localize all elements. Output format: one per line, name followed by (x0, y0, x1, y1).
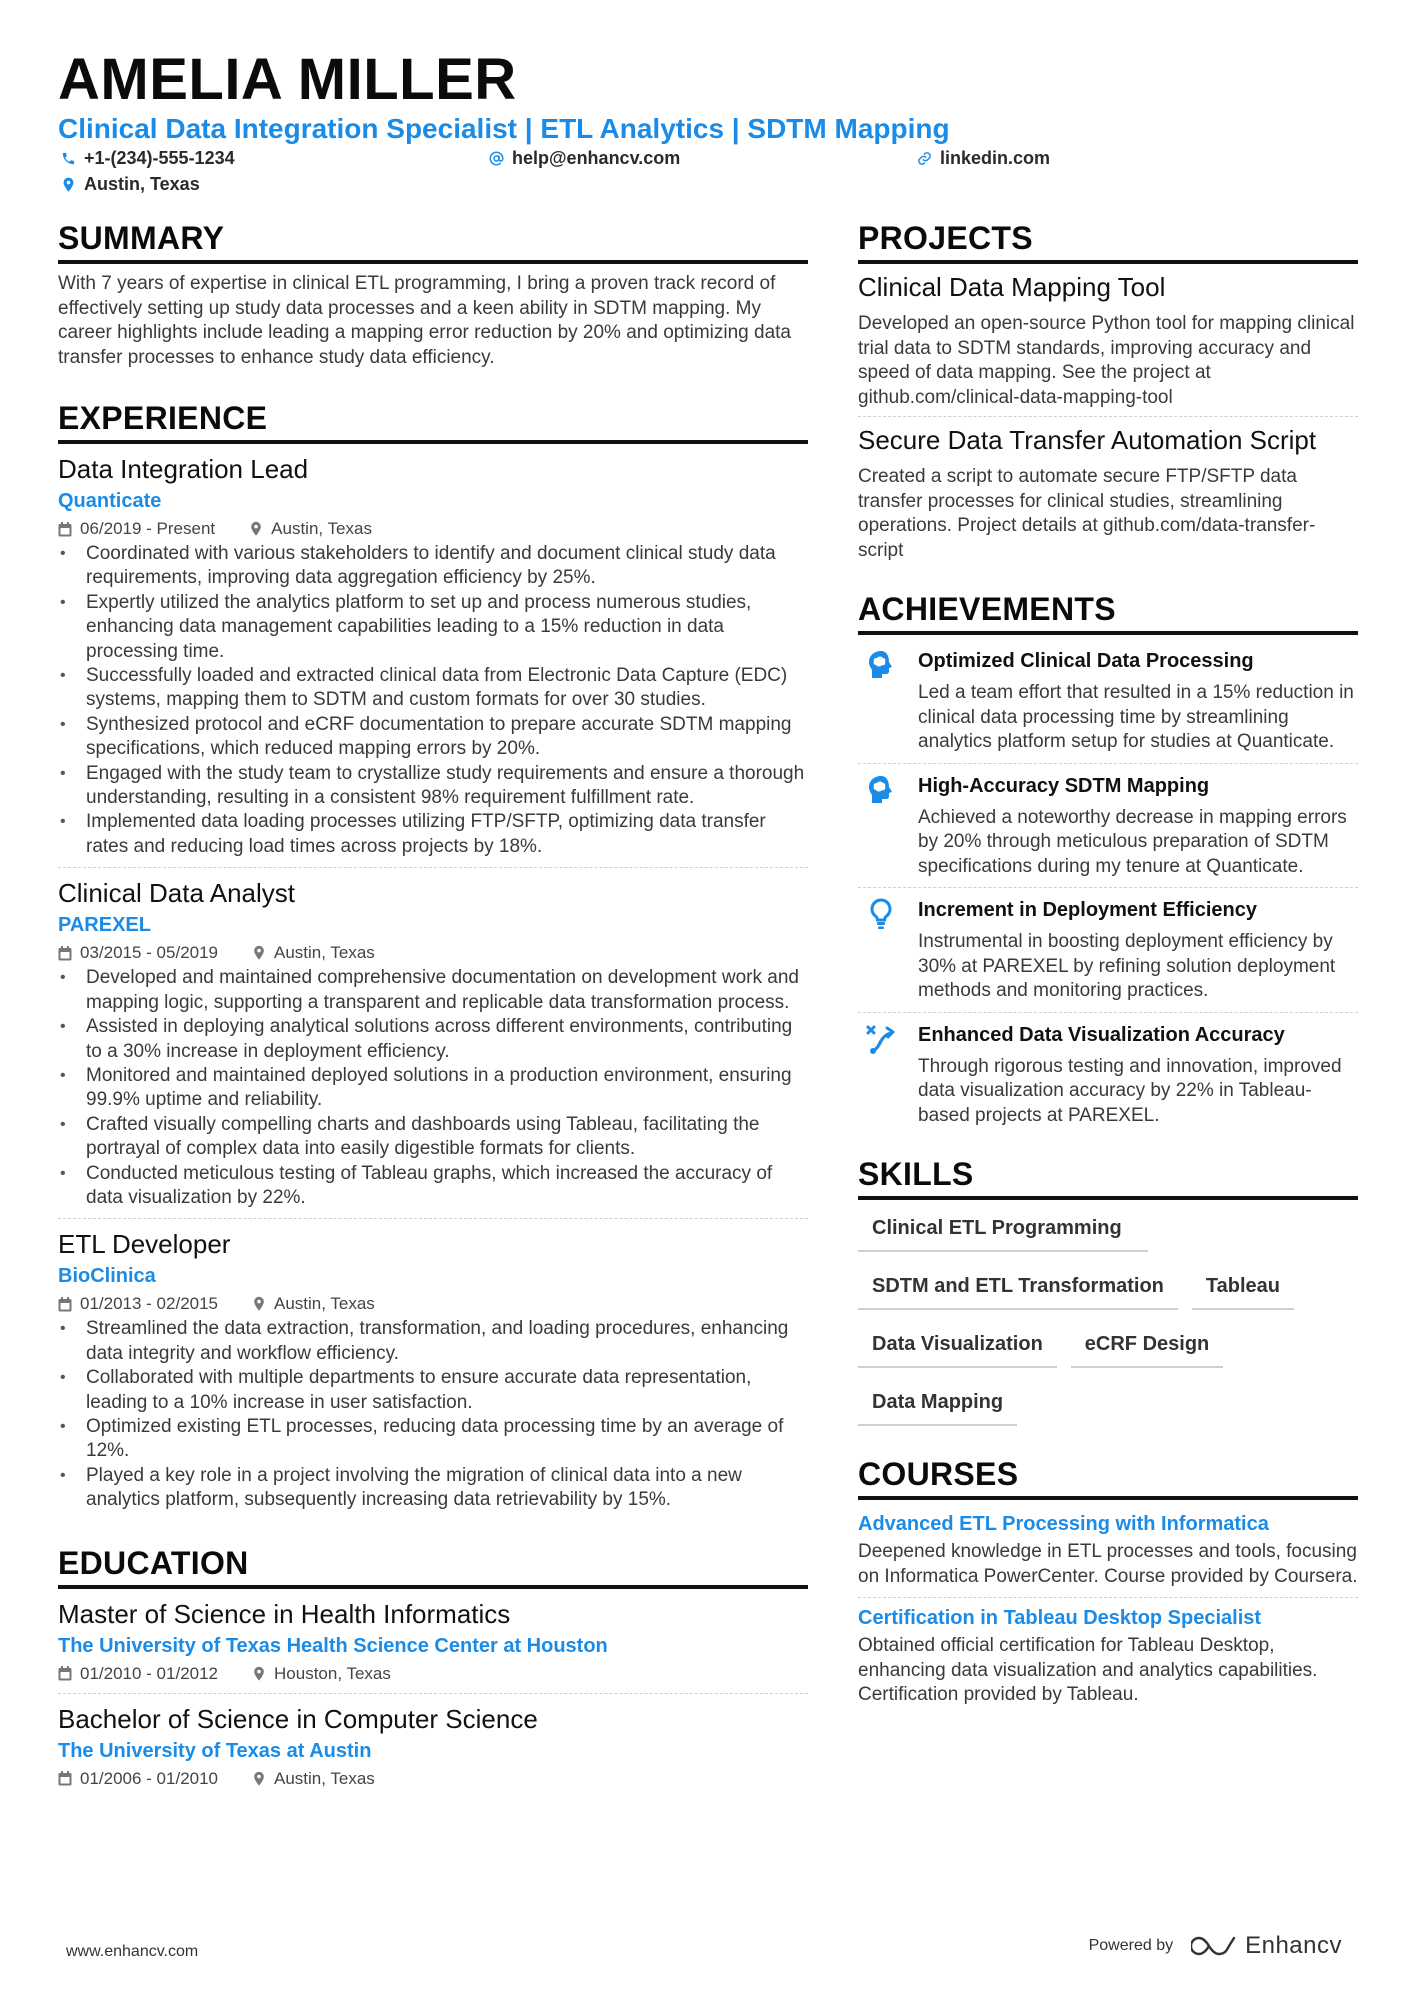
experience-section (58, 370, 808, 1513)
courses-section (858, 1436, 1358, 1708)
enhancv-logo-icon (1191, 1934, 1237, 1958)
map-pin-icon (252, 1771, 266, 1787)
location-contact (60, 174, 200, 195)
course-title: Certification in Tableau Desktop Specialist (858, 1607, 1262, 1629)
achievement-description: Led a team effort that resulted in a 15% reduction in clinical data processing time by streamlining analytics platform setup for studies at Quanticate. (918, 682, 1354, 752)
bullet-item: • Expertly utilized the analytics platform to set up and process numerous studies, enhancing data management capabilities leading to a 15% reduction in data processing time. (58, 591, 808, 664)
map-pin-icon (60, 177, 76, 193)
job-meta (58, 940, 808, 966)
education-location: Houston, Texas (274, 1663, 391, 1683)
job-title: ETL Developer (58, 1229, 231, 1260)
degree-title: Master of Science in Health Informatics (58, 1598, 511, 1629)
achievement-description: Instrumental in boosting deployment efficiency by 30% at PAREXEL by refining solution deployment methods and monitoring practices. (918, 931, 1336, 1001)
skill-tag: SDTM and ETL Transformation (858, 1262, 1178, 1310)
calendar-icon (58, 1771, 72, 1787)
education-entry (58, 1589, 808, 1694)
achievements-heading: ACHIEVEMENTS (858, 589, 1358, 635)
job-company: PAREXEL (58, 914, 151, 937)
achievement-title: Optimized Clinical Data Processing (918, 650, 1254, 672)
courses-heading: COURSES (858, 1454, 1358, 1500)
bullet-item: • Successfully loaded and extracted clinical data from Electronic Data Capture (EDC) systems, mapping them to SDTM and custom formats for over 30 studies. (58, 664, 808, 713)
brain-head-icon (858, 772, 904, 880)
linkedin-contact[interactable] (916, 148, 1050, 169)
job-location: Austin, Texas (274, 943, 375, 963)
email-contact[interactable] (488, 148, 680, 169)
phone-icon (60, 151, 76, 167)
achievement-description: Achieved a noteworthy decrease in mapping errors by 20% through meticulous preparation of SDTM specifications during my tenure at Quanticate. (918, 806, 1347, 877)
project-description: Created a script to automate secure FTP/SFTP data transfer processes for clinical studies, streamlining operations. Project details at github.com/data-transfer-script (858, 466, 1316, 561)
lightbulb-icon (858, 896, 904, 1004)
summary-section (58, 218, 808, 370)
school-name: The University of Texas at Austin (58, 1739, 372, 1762)
summary-text: With 7 years of expertise in clinical ETL programming, I bring a proven track record of effectively setting up study data processes and a keen ability in SDTM mapping. My career highlights include leading a mapping error reduction by 20% and optimizing data transfer processes to enhance study data efficiency. (58, 273, 792, 368)
left-column (58, 218, 808, 1792)
education-section (58, 1513, 808, 1792)
achievement-entry (858, 1013, 1358, 1129)
calendar-icon (58, 945, 72, 961)
bullet-item: • Conducted meticulous testing of Tableau graphs, which increased the accuracy of data visualization by 22%. (58, 1162, 808, 1211)
location-text: Austin, Texas (84, 174, 200, 194)
projects-heading: PROJECTS (858, 218, 1358, 264)
job-location: Austin, Texas (274, 1294, 375, 1314)
education-entry (58, 1694, 808, 1792)
course-description: Obtained official certification for Tableau Desktop, enhancing data visualization and analytics capabilities. Certification provided by Tableau. (858, 1635, 1318, 1705)
calendar-icon (58, 521, 72, 537)
route-icon (858, 1021, 904, 1129)
job-dates: 06/2019 - Present (80, 519, 216, 538)
brain-head-icon (858, 647, 904, 755)
linkedin-text: linkedin.com (940, 148, 1051, 168)
bullet-item: • Coordinated with various stakeholders to identify and document clinical study data requirements, improving data aggregation efficiency by 25%. (58, 542, 808, 591)
achievement-entry (858, 764, 1358, 880)
achievement-title: High-Accuracy SDTM Mapping (918, 774, 1210, 797)
job-entry (58, 444, 808, 868)
skills-list (858, 1200, 1358, 1436)
job-entry (58, 1219, 808, 1512)
bullet-item: • Developed and maintained comprehensive documentation on development work and mapping logic, supporting a transparent and replicable data transformation process. (58, 966, 808, 1015)
map-pin-icon (252, 1666, 266, 1682)
job-title: Data Integration Lead (58, 454, 309, 484)
bullet-item: • Streamlined the data extraction, transformation, and loading procedures, enhancing data integrity and workflow efficiency. (58, 1317, 808, 1366)
job-meta (58, 516, 808, 542)
job-bullets (58, 966, 808, 1210)
job-bullets (58, 542, 808, 859)
course-title: Advanced ETL Processing with Informatica (858, 1513, 1269, 1535)
project-description: Developed an open-source Python tool for mapping clinical trial data to SDTM standards, improving accuracy and speed of data mapping. See the project at github.com/clinical-data-mapping-tool (858, 313, 1355, 408)
phone-text: +1-(234)-555-1234 (84, 148, 235, 168)
footer-website[interactable]: www.enhancv.com (66, 1943, 199, 1960)
at-sign-icon (488, 151, 504, 167)
bullet-item: • Assisted in deploying analytical solutions across different environments, contributing to a 30% increase in deployment efficiency. (58, 1015, 808, 1064)
project-entry (858, 264, 1358, 417)
candidate-name: AMELIA MILLER (58, 47, 517, 112)
brand-name: Enhancv (1245, 1932, 1342, 1959)
skill-tag: Data Mapping (858, 1378, 1017, 1426)
job-title: Clinical Data Analyst (58, 878, 295, 909)
bullet-item: • Implemented data loading processes utilizing FTP/SFTP, optimizing data transfer rates and reducing load times across projects by 18%. (58, 810, 808, 859)
education-meta (58, 1766, 808, 1792)
bullet-item: • Engaged with the study team to crystallize study requirements and ensure a thorough understanding, resulting in a consistent 98% requirement fulfillment rate. (58, 762, 808, 811)
phone-contact (60, 148, 235, 169)
bullet-item: • Played a key role in a project involving the migration of clinical data into a new analytics platform, subsequently increasing data retrievability by 15%. (58, 1464, 808, 1513)
skill-tag: Clinical ETL Programming (858, 1204, 1148, 1252)
achievement-description: Through rigorous testing and innovation, improved data visualization accuracy by 22% in Tableau-based projects at PAREXEL. (918, 1055, 1342, 1126)
achievement-title: Enhanced Data Visualization Accuracy (918, 1023, 1285, 1046)
education-dates: 01/2010 - 01/2012 (80, 1663, 219, 1683)
bullet-item: • Collaborated with multiple departments to ensure accurate data representation, leading to a 10% increase in user satisfaction. (58, 1366, 808, 1415)
map-pin-icon (252, 945, 266, 961)
skill-tag: eCRF Design (1071, 1320, 1223, 1368)
candidate-title: Clinical Data Integration Specialist | ETL Analytics | SDTM Mapping (58, 113, 950, 144)
education-dates: 01/2006 - 01/2010 (80, 1768, 219, 1788)
bullet-item: • Synthesized protocol and eCRF documentation to prepare accurate SDTM mapping specifications, which reduced mapping errors by 20%. (58, 713, 808, 762)
footer-brand (1089, 1932, 1342, 1960)
email-text: help@enhancv.com (512, 148, 681, 168)
course-entry (858, 1598, 1358, 1708)
bullet-item: • Crafted visually compelling charts and dashboards using Tableau, facilitating the portrayal of complex data into easily digestible formats for clients. (58, 1113, 808, 1162)
achievement-title: Increment in Deployment Efficiency (918, 899, 1257, 921)
skill-tag: Tableau (1192, 1262, 1294, 1310)
experience-heading: EXPERIENCE (58, 398, 808, 444)
education-meta (58, 1661, 808, 1687)
job-entry (58, 868, 808, 1219)
achievement-entry (858, 888, 1358, 1004)
skill-tag: Data Visualization (858, 1320, 1057, 1368)
job-location: Austin, Texas (271, 519, 372, 538)
enhancv-logo[interactable] (1191, 1932, 1342, 1960)
map-pin-icon (249, 521, 263, 537)
bullet-item: • Optimized existing ETL processes, reducing data processing time by an average of 12%. (58, 1415, 808, 1464)
powered-by-text: Powered by (1088, 1937, 1174, 1954)
bullet-item: • Monitored and maintained deployed solutions in a production environment, ensuring 99.9% uptime and reliability. (58, 1064, 808, 1113)
job-bullets (58, 1317, 808, 1512)
project-title: Secure Data Transfer Automation Script (858, 425, 1317, 455)
achievement-entry (858, 635, 1358, 755)
job-meta (58, 1291, 808, 1317)
job-company: Quanticate (58, 490, 162, 512)
degree-title: Bachelor of Science in Computer Science (58, 1703, 538, 1734)
education-heading: EDUCATION (58, 1543, 808, 1589)
job-dates: 01/2013 - 02/2015 (80, 1294, 219, 1314)
school-name: The University of Texas Health Science Center at Houston (58, 1634, 608, 1657)
course-description: Deepened knowledge in ETL processes and tools, focusing on Informatica PowerCenter. Course provided by Coursera. (858, 1541, 1358, 1587)
summary-heading: SUMMARY (58, 218, 808, 264)
project-title: Clinical Data Mapping Tool (858, 272, 1166, 302)
job-dates: 03/2015 - 05/2019 (80, 943, 219, 963)
course-entry (858, 1500, 1358, 1598)
link-icon (916, 151, 932, 167)
map-pin-icon (252, 1296, 266, 1312)
project-entry (858, 417, 1358, 563)
education-location: Austin, Texas (274, 1768, 375, 1788)
calendar-icon (58, 1666, 72, 1682)
job-company: BioClinica (58, 1265, 156, 1288)
achievements-section (858, 563, 1358, 1128)
projects-section (858, 218, 1358, 563)
skills-heading: SKILLS (858, 1154, 1358, 1200)
calendar-icon (58, 1296, 72, 1312)
right-column (858, 218, 1358, 1708)
skills-section (858, 1128, 1358, 1436)
